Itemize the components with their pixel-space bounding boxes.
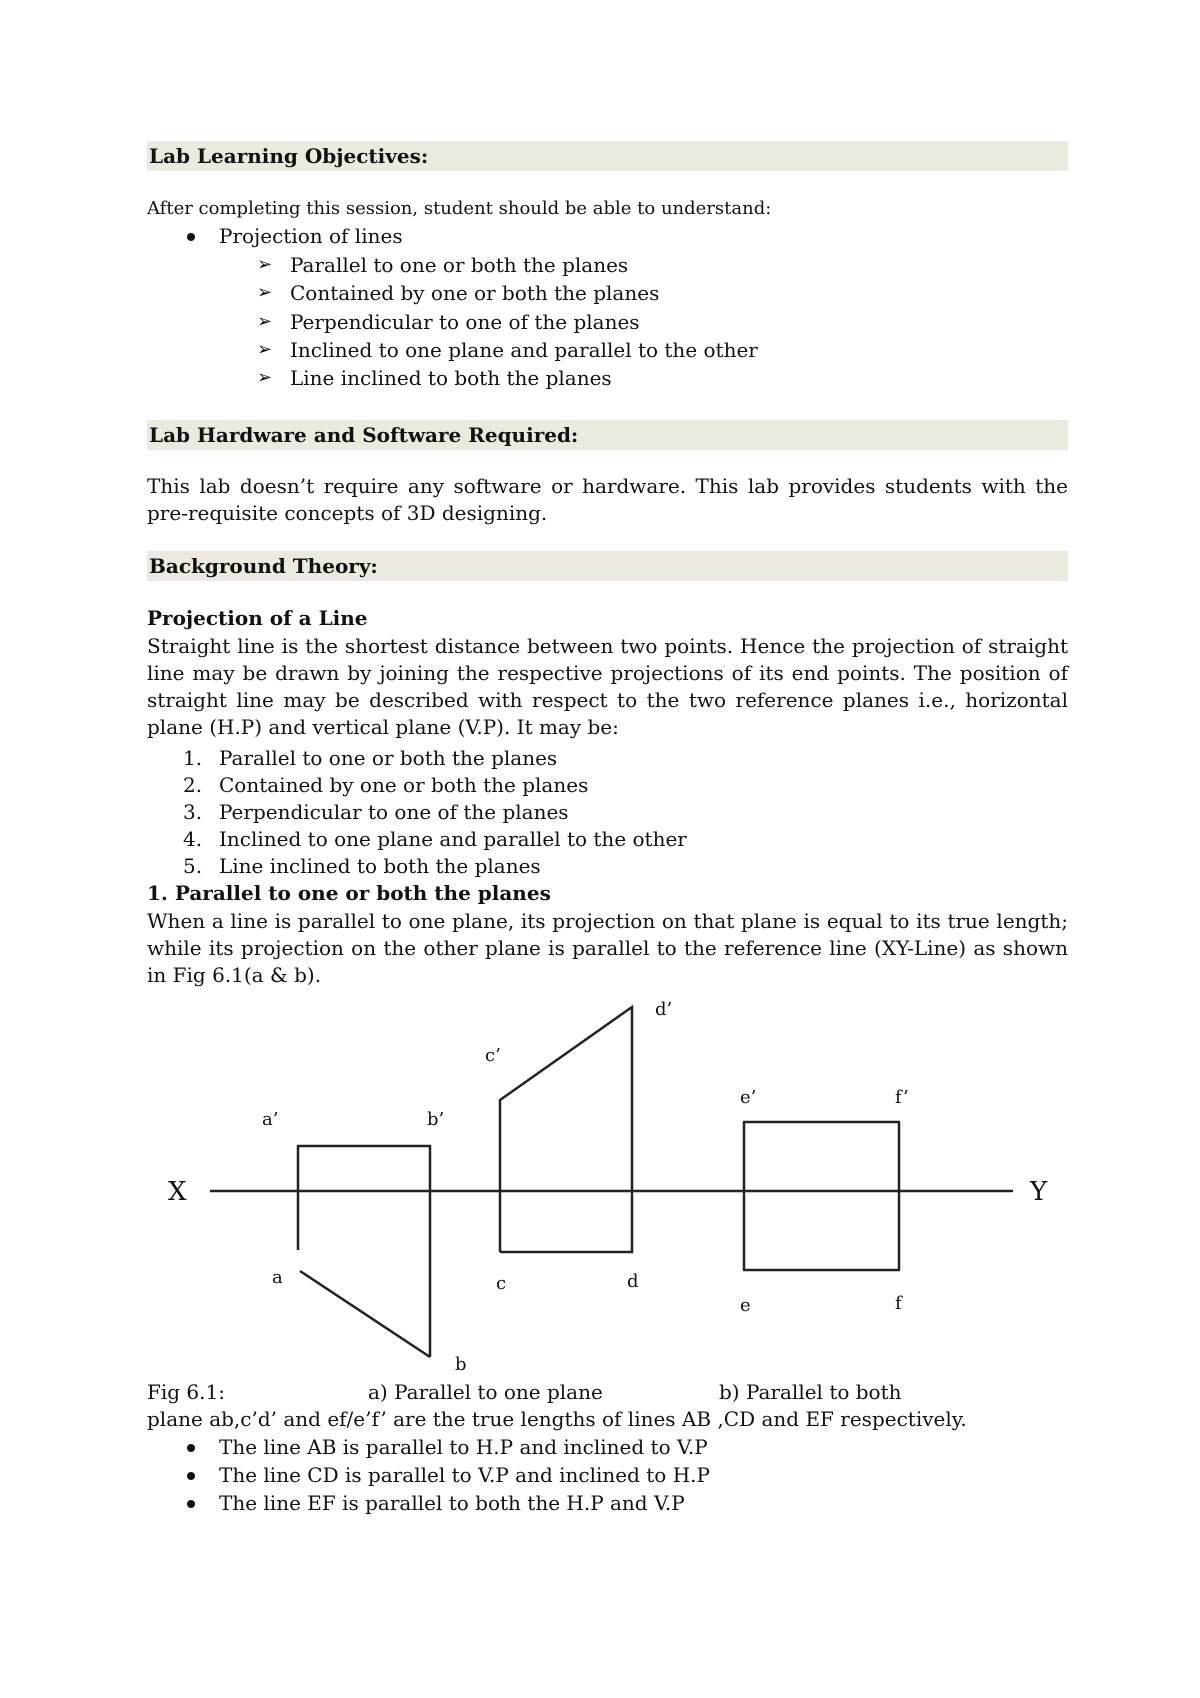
list-number: 4. <box>183 827 203 851</box>
objectives-intro: After completing this session, student should be able to understand: <box>147 198 772 219</box>
line-ef-projections <box>744 1122 899 1270</box>
label-y: Y <box>1030 1177 1048 1207</box>
label-x: X <box>168 1177 187 1207</box>
label-d: d <box>627 1271 639 1292</box>
label-d-prime: d’ <box>655 999 673 1020</box>
bullet-dot-icon <box>187 233 195 241</box>
list-item: Parallel to one or both the planes <box>219 746 558 770</box>
line-ab-plan <box>300 1271 430 1357</box>
label-f: f <box>895 1293 902 1314</box>
label-e-prime: e’ <box>740 1087 757 1108</box>
caption-line2: plane ab,c’d’ and ef/e’f’ are the true lengths of lines AB ,CD and EF respectively. <box>147 1407 967 1431</box>
list-number: 5. <box>183 854 203 878</box>
list-item: Line inclined to both the planes <box>219 854 541 878</box>
projection-figure <box>0 995 1200 1380</box>
projection-text: Straight line is the shortest distance between two points. Hence the projection of straight line may be drawn by joining the respective projections of its end points. The position of straight line may be described with respect to the two reference planes i.e., horizontal plane (H.P) and vertical plane (V.P). It may be: <box>147 634 1068 739</box>
bullet-dot-icon <box>187 1500 195 1508</box>
bullet-dot-icon <box>187 1444 195 1452</box>
label-c: c <box>496 1273 507 1294</box>
bullet-dot-icon <box>187 1472 195 1480</box>
caption-part-b: b) Parallel to both <box>719 1380 902 1404</box>
hardware-heading: Lab Hardware and Software Required: <box>147 420 1068 450</box>
line-ab-elevation <box>298 1146 430 1357</box>
arrow-bullet-icon: ➢ <box>257 254 273 275</box>
arrow-bullet-icon: ➢ <box>257 282 273 303</box>
label-a: a <box>272 1267 283 1288</box>
label-a-prime: a’ <box>262 1109 279 1130</box>
section1-text: When a line is parallel to one plane, its projection on that plane is equal to its true length; while its projection on the other plane is parallel to the reference line (XY-Line) as shown in Fig 6.1(a & b). <box>147 909 1068 987</box>
list-item: Perpendicular to one of the planes <box>219 800 569 824</box>
conclusion-item: The line EF is parallel to both the H.P and V.P <box>219 1491 685 1515</box>
projection-subheading: Projection of a Line <box>147 606 368 630</box>
label-e: e <box>740 1295 751 1316</box>
objective-sub-item: Inclined to one plane and parallel to the other <box>290 338 758 362</box>
objectives-main-bullet: Projection of lines <box>219 224 403 248</box>
caption-fig-label: Fig 6.1: <box>147 1380 225 1404</box>
objectives-heading: Lab Learning Objectives: <box>147 141 1068 171</box>
objective-sub-item: Perpendicular to one of the planes <box>290 310 640 334</box>
objective-sub-item: Parallel to one or both the planes <box>290 253 629 277</box>
arrow-bullet-icon: ➢ <box>257 339 273 360</box>
list-item: Inclined to one plane and parallel to the other <box>219 827 687 851</box>
conclusion-item: The line CD is parallel to V.P and inclined to H.P <box>219 1463 710 1487</box>
section1-heading: 1. Parallel to one or both the planes <box>147 881 551 905</box>
arrow-bullet-icon: ➢ <box>257 311 273 332</box>
background-heading: Background Theory: <box>147 551 1068 581</box>
arrow-bullet-icon: ➢ <box>257 367 273 388</box>
objective-sub-item: Line inclined to both the planes <box>290 366 612 390</box>
list-number: 2. <box>183 773 203 797</box>
label-b-prime: b’ <box>427 1109 445 1130</box>
objective-sub-item: Contained by one or both the planes <box>290 281 660 305</box>
label-f-prime: f’ <box>895 1087 909 1108</box>
hardware-text: This lab doesn’t require any software or hardware. This lab provides students with the pre-requisite concepts of 3D designing. <box>147 474 1068 525</box>
conclusion-item: The line AB is parallel to H.P and inclined to V.P <box>219 1435 708 1459</box>
label-c-prime: c’ <box>485 1045 501 1066</box>
list-number: 1. <box>183 746 203 770</box>
line-cd-projections <box>500 1007 632 1252</box>
list-item: Contained by one or both the planes <box>219 773 589 797</box>
list-number: 3. <box>183 800 203 824</box>
caption-part-a: a) Parallel to one plane <box>368 1380 603 1404</box>
label-b: b <box>455 1354 467 1375</box>
